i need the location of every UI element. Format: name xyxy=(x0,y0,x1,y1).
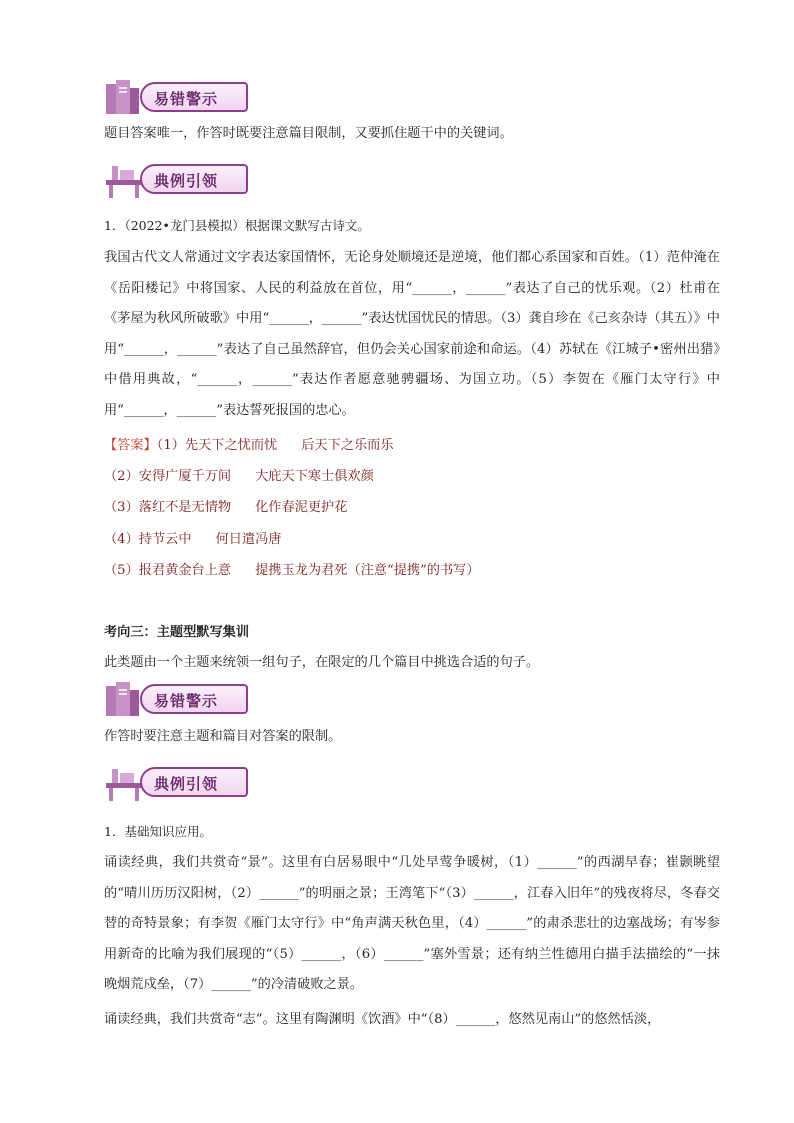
example-pill xyxy=(140,767,248,797)
question-2-body-1: 诵读经典，我们共赏奇“景”。这里有白居易眼中“几处早莺争暖树，（1）______”的西湖早春；崔颢眺望的“晴川历历汉阳树，（2）______”的明丽之景；王湾笔下“（3）______，江春入旧年”的残夜将尽，冬春交替的奇特景象；有李贺《雁门太守行》中“角声满天秋色里，（4）______”的肃杀悲壮的边塞战场；有岑参用新奇的比喻为我们展现的“（5）______，（6）______”塞外雪景；还有纳兰性德用白描手法描绘的“一抹晚烟荒戍垒，（7）______”的冷清破败之景。 xyxy=(104,855,720,993)
answer-num: （3） xyxy=(104,500,139,515)
answer-a: 落红不是无情物 xyxy=(138,500,232,515)
answer-num: （1） xyxy=(156,438,185,453)
answer-a: 报君黄金台上意 xyxy=(138,563,232,578)
answer-b: 何日遣冯唐 xyxy=(215,532,282,547)
warning-badge-2 xyxy=(104,680,254,720)
answer-a: 先天下之忧而忧 xyxy=(184,438,278,453)
answer-num: （5） xyxy=(104,563,139,578)
answer-a: 持节云中 xyxy=(138,532,192,547)
answer-b: 大庇天下寒士俱欢颜 xyxy=(255,469,374,484)
warning-text: 题目答案唯一，作答时既要注意篇目限制，又要抓住题干中的关键词。 xyxy=(104,126,513,141)
desk-icon xyxy=(104,160,144,200)
books-icon xyxy=(104,78,144,118)
question-2-title: 1．基础知识应用。 xyxy=(104,824,212,839)
answer-num: （2） xyxy=(104,469,139,484)
answer-tag: 【答案】 xyxy=(104,438,157,453)
example-badge-2 xyxy=(104,763,254,803)
example-badge xyxy=(104,160,254,200)
warning-text-2: 作答时要注意主题和篇目对答案的限制。 xyxy=(104,729,342,744)
section-description: 此类题由一个主题来统领一组句子，在限定的几个篇目中挑选合适的句子。 xyxy=(104,655,540,670)
desk-icon xyxy=(104,763,144,803)
answer-row-5 xyxy=(104,562,480,580)
answer-num: （4） xyxy=(104,532,139,547)
warning-pill xyxy=(140,82,248,112)
example-pill xyxy=(140,164,248,194)
warning-badge xyxy=(104,78,254,118)
answer-a: 安得广厦千万间 xyxy=(138,469,232,484)
section-heading: 考向三：主题型默写集训 xyxy=(104,625,250,640)
answer-row-2 xyxy=(104,468,374,486)
answer-row-3 xyxy=(104,499,347,517)
example-label: 典例引领 xyxy=(154,775,219,793)
question-1-title: 1．（2022•龙门县模拟）根据课文默写古诗文。 xyxy=(104,218,370,233)
answer-b: 后天下之乐而乐 xyxy=(301,438,394,453)
answer-b: 化作春泥更护花 xyxy=(255,500,348,515)
warning-label: 易错警示 xyxy=(154,692,219,710)
question-2-body-2: 诵读经典，我们共赏奇“志”。这里有陶渊明《饮酒》中“（8）______，悠然见南山”的悠然恬淡， xyxy=(104,1012,661,1027)
warning-pill xyxy=(140,684,248,714)
answer-row-1 xyxy=(104,437,394,455)
example-label: 典例引领 xyxy=(154,172,219,190)
answer-row-4 xyxy=(104,531,281,549)
books-icon xyxy=(104,680,144,720)
answer-b: 提携玉龙为君死（注意“提携”的书写） xyxy=(255,563,480,578)
question-1-body: 我国古代文人常通过文字表达家国情怀，无论身处顺境还是逆境，他们都心系国家和百姓。（1）范仲淹在《岳阳楼记》中将国家、人民的利益放在首位，用“______，______”表达了自己的忧乐观。（2）杜甫在《茅屋为秋风所破歌》中用“______，______”表达忧国忧民的情思。（3）龚自珍在《己亥杂诗（其五）》中用“______，______”表达了自己虽然辞官，但仍会关心国家前途和命运。（4）苏轼在《江城子•密州出猎》中借用典故，“______，______”表达作者愿意驰骋疆场、为国立功。（5）李贺在《雁门太守行》中用“______，______”表达誓死报国的忠心。 xyxy=(104,250,720,418)
warning-label: 易错警示 xyxy=(154,90,219,108)
